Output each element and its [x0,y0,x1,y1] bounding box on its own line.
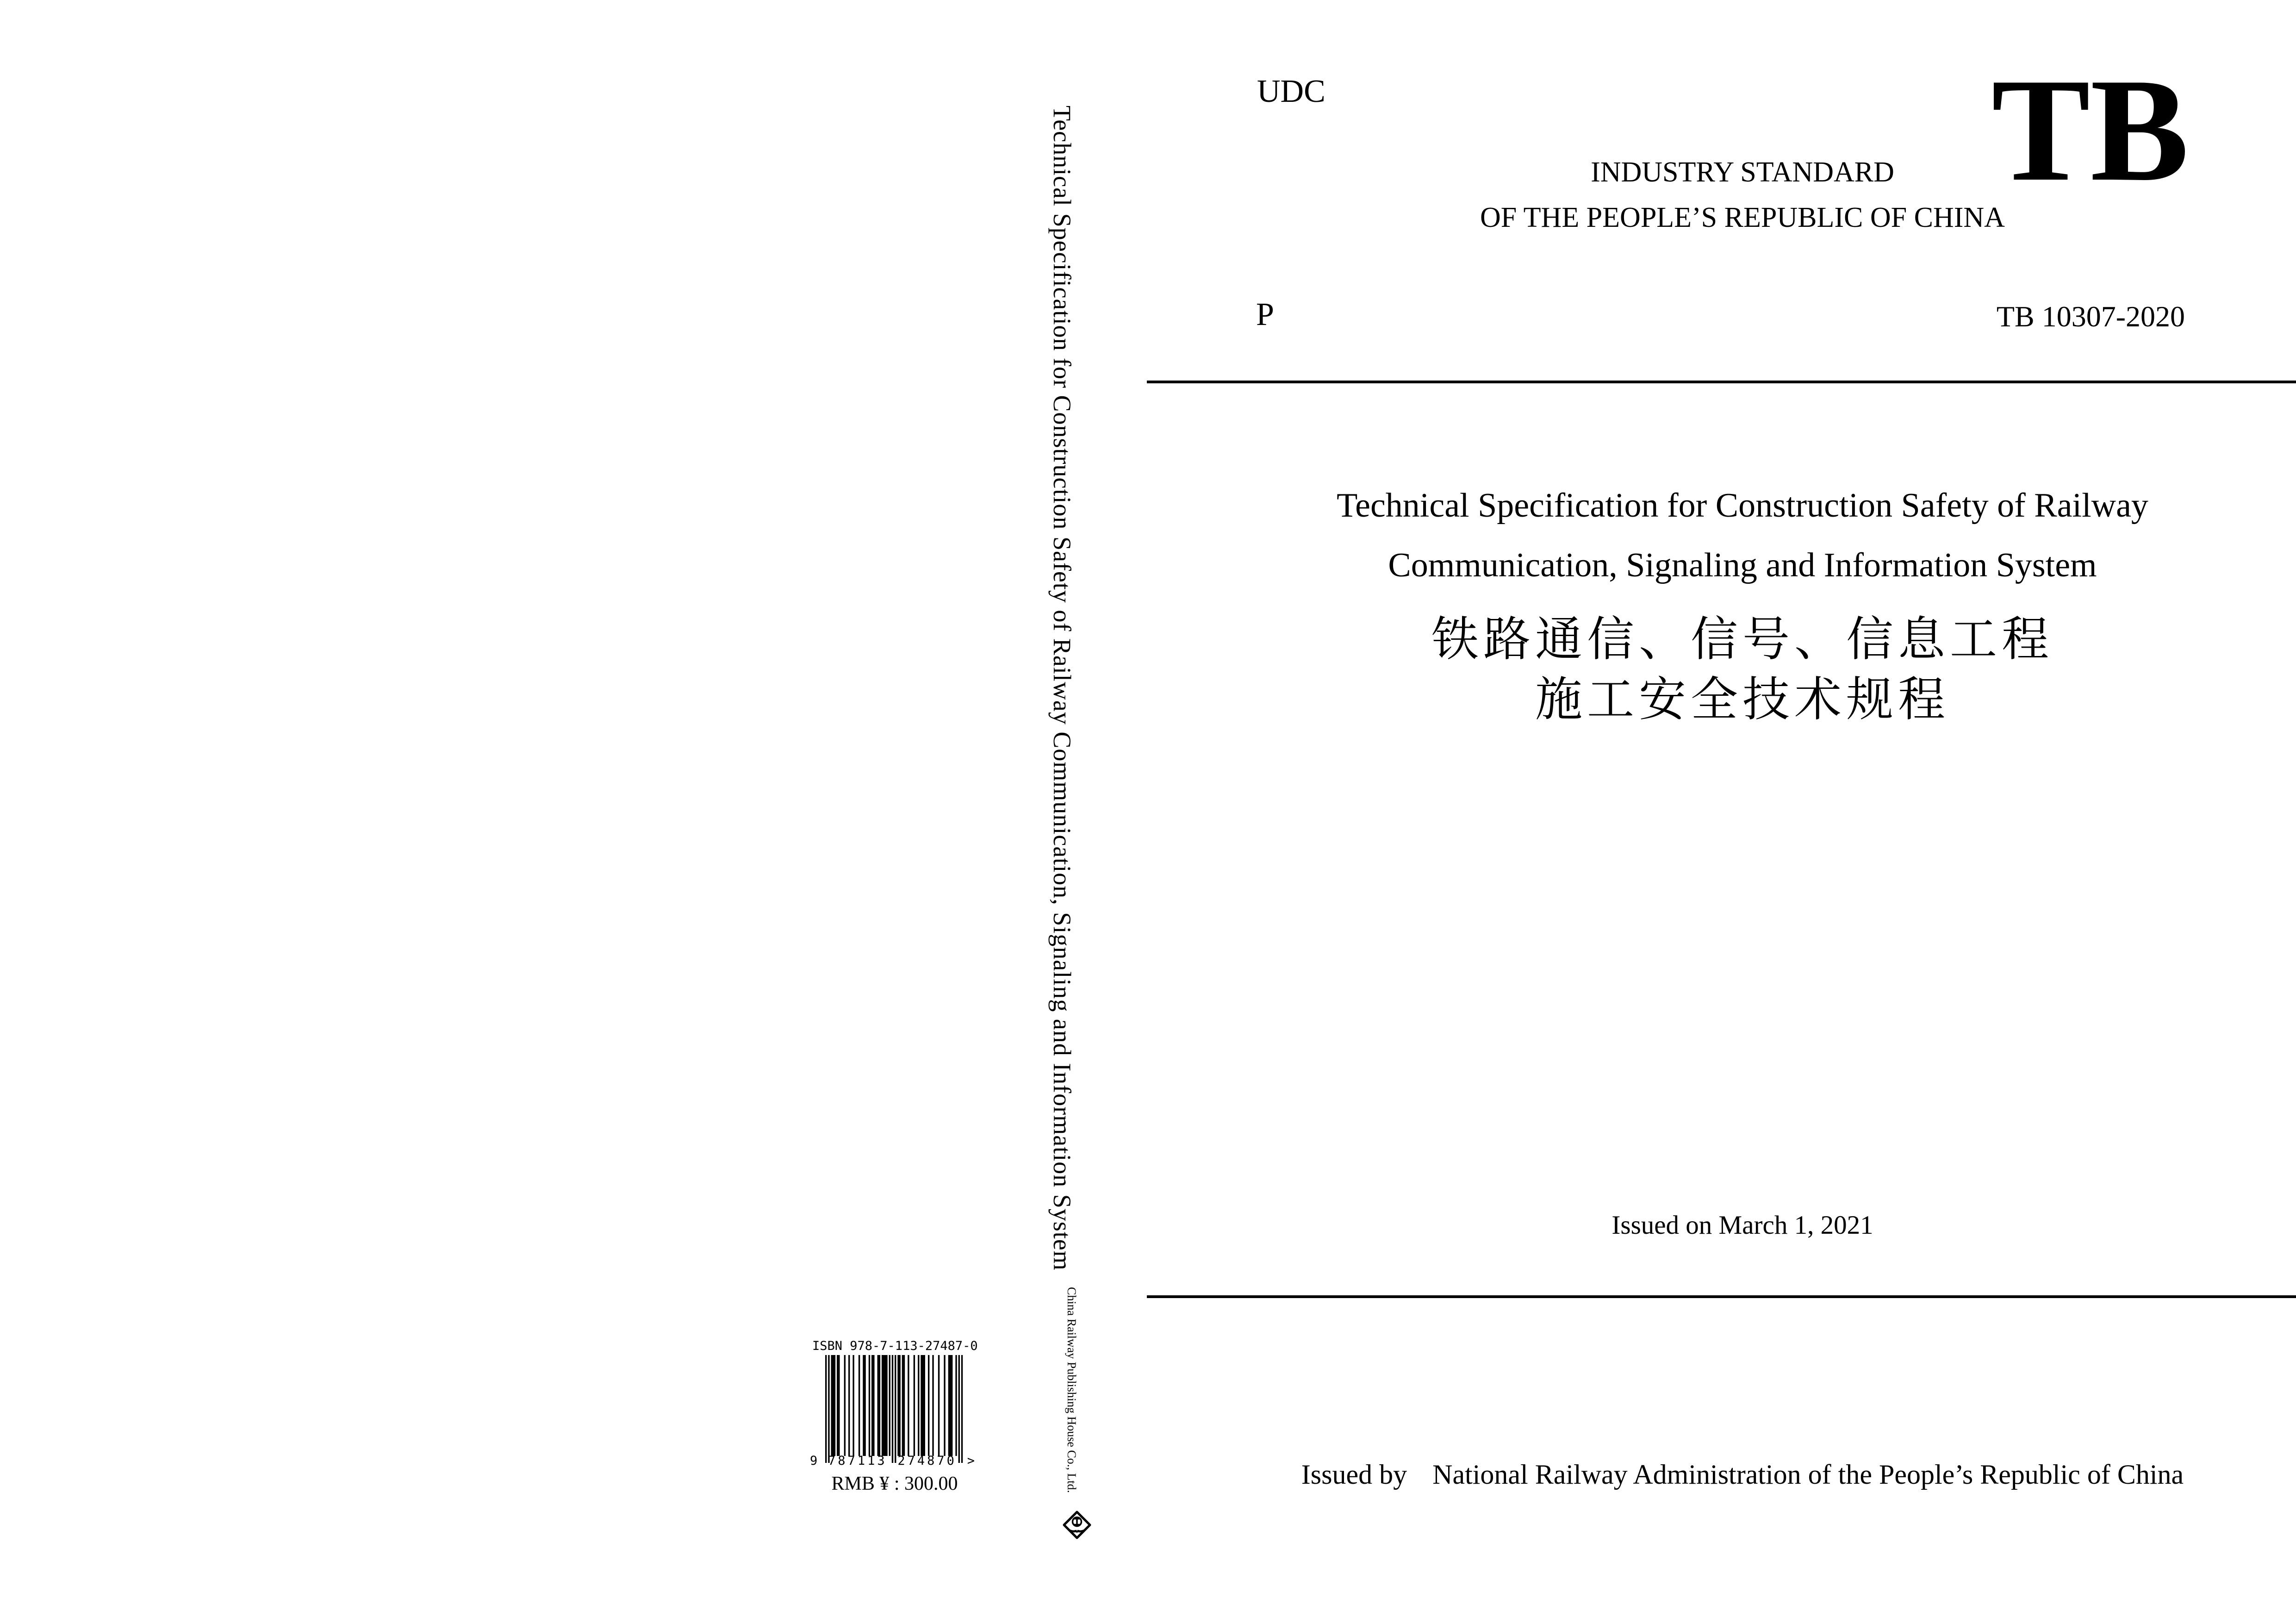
publisher-logo-icon [1062,1510,1092,1540]
isbn-number: ISBN 978-7-113-27487-0 [812,1339,978,1353]
barcode-digit-suffix: > [967,1454,975,1468]
standard-code-mark: TB [1991,48,2189,212]
title-chinese-line2: 施工安全技术规程 [1535,674,1950,726]
issued-by-line [1189,1461,2296,1488]
industry-standard-line: INDUSTRY STANDARD [1591,156,1894,188]
title-english-line2: Communication, Signaling and Information System [1388,546,2097,584]
barcode-digits-right: 274870 [897,1454,957,1468]
bottom-divider-rule [1147,1295,2296,1298]
issue-date-line: Issued on March 1, 2021 [1612,1211,1873,1240]
barcode-digit-prefix: 9 [810,1454,818,1468]
barcode-digits-left: 787113 [828,1454,887,1468]
udc-label: UDC [1257,74,1325,109]
price-label: RMB ¥ : 300.00 [831,1473,958,1494]
issuing-authority: National Railway Administration of the People’s Republic of China [1432,1459,2184,1490]
title-chinese-line1: 铁路通信、信号、信息工程 [1431,614,2053,666]
ean13-barcode [825,1355,963,1464]
standard-number: TB 10307-2020 [1996,300,2185,333]
spine-title: Technical Specification for Construction Safety of Railway Communication, Signaling and Information System [1048,106,1076,1271]
spine-publisher-name: China Railway Publishing House Co., Ltd. [1065,1287,1078,1493]
barcode-digits [810,1455,975,1467]
issued-by-label: Issued by [1301,1459,1407,1490]
republic-of-china-line: OF THE PEOPLE’S REPUBLIC OF CHINA [1480,202,2005,233]
classification-label: P [1256,297,1274,332]
top-divider-rule [1147,381,2296,383]
title-english-line1: Technical Specification for Construction Safety of Railway [1337,487,2148,525]
